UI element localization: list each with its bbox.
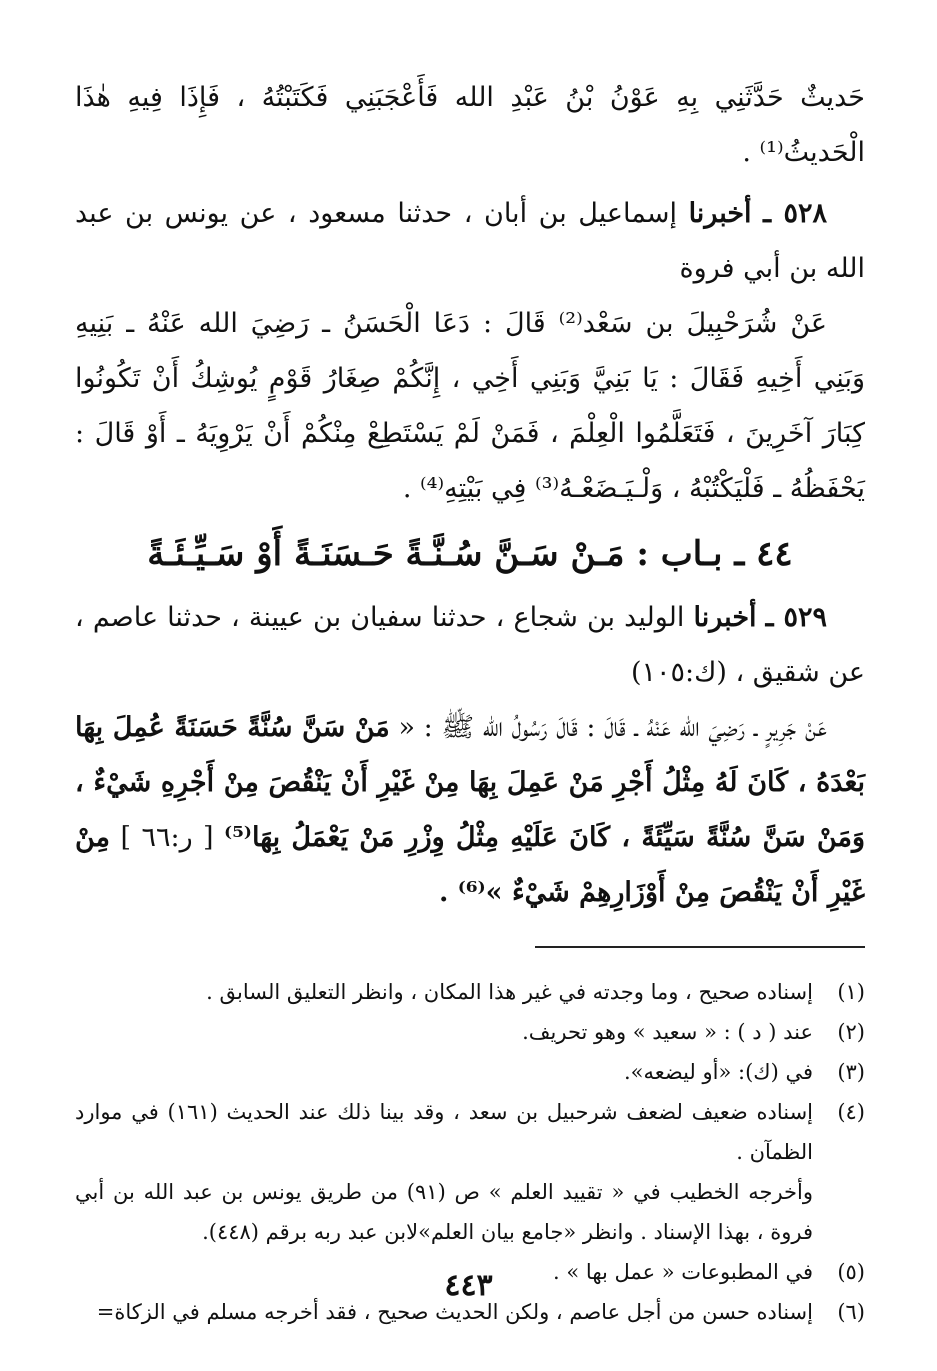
footnote-1 <box>75 972 865 1012</box>
footnote-text: عند ( د ) : « سعيد » وهو تحريف. <box>522 1020 813 1044</box>
footnote-number: (٣) <box>837 1060 865 1084</box>
page-number: ٤٤٣ <box>444 1268 493 1303</box>
hadith-527-ending <box>75 70 865 180</box>
footnote-2 <box>75 1012 865 1052</box>
hadith-528-matn-text: عَنْ شُرَحْبِيلَ بن سَعْد⁽²⁾ قَالَ : دَعَا الْحَسَنُ ـ رَضِيَ الله عَنْهُ ـ بَنِيهِ وَبَنِي أَخِيهِ فَقَالَ : يَا بَنِيَّ وَبَنِي أَخِي ، إِنَّكُمْ صِغَارُ قَوْمٍ يُوشِكُ أَنْ تَكُونُوا كِبَارَ آخَرِينَ ، فَتَعَلَّمُوا الْعِلْمَ ، فَمَنْ لَمْ يَسْتَطِعْ مِنْكُمْ أَنْ يَرْوِيَهُ ـ أَوْ قَالَ : يَحْفَظُهُ ـ فَلْيَكْتُبْهُ ، وَلْـيَـضَعْـهُ⁽³⁾ فِي بَيْتِهِ⁽⁴⁾ . <box>75 308 865 504</box>
footnote-number: (٥) <box>837 1260 865 1284</box>
hadith-529-intro: عَنْ جَرِيرٍ ـ رَضِيَ الله عَنْهُ ـ قَالَ : قَالَ رَسُولُ الله ﷺ : « <box>398 712 827 743</box>
footnote-text: إسناده صحيح ، وما وجدته في غير هذا المكان ، وانظر التعليق السابق . <box>206 980 813 1004</box>
hadith-529-label: أخبرنا <box>693 602 757 633</box>
hadith-528-label: أخبرنا <box>688 198 752 229</box>
footnote-number: (٢) <box>837 1020 865 1044</box>
hadith-528-chain <box>75 186 865 296</box>
footnote-4-continuation: وأخرجه الخطيب في « تقييد العلم » ص (٩١) من طريق يونس بن عبد الله بن أبي فروة ، بهذا الإسناد . وانظر «جامع بيان العلم»لابن عبد ربه برقم (٤٤٨). <box>75 1180 814 1244</box>
footnote-text: في (ك): «أو ليضعه». <box>623 1060 813 1084</box>
page-body <box>75 70 865 1332</box>
hadith-529-matn <box>75 700 865 920</box>
hadith-528-matn <box>75 296 865 516</box>
hadith-528-number: ٥٢٨ ـ <box>763 198 827 229</box>
hadith-528-isnad: إسماعيل بن أبان ، حدثنا مسعود ، عن يونس بن عبد الله بن أبي فروة <box>75 198 865 284</box>
hadith-529-number: ٥٢٩ ـ <box>765 602 827 633</box>
footnote-number: (١) <box>837 980 865 1004</box>
hadith-529-chain <box>75 590 865 700</box>
footnote-number: (٤) <box>837 1100 865 1124</box>
chapter-title: ٤٤ ـ بـاب : مَـنْ سَـنَّ سُـنَّـةً حَـسَنَـةً أَوْ سَـيِّـئَـةً <box>147 534 793 574</box>
footnote-text: في المطبوعات « عمل بها » . <box>553 1260 813 1284</box>
hadith-527-text: حَديثٌ حَدَّثَنِي بِهِ عَوْنُ بْنُ عَبْدِ الله فَأَعْجَبَنِي فَكَتَبْتُهُ ، فَإِذَا فِيهِ هٰذَا الْحَديثُ⁽¹⁾ . <box>75 82 865 168</box>
hadith-529-isnad: الوليد بن شجاع ، حدثنا سفيان بن عيينة ، حدثنا عاصم ، عن شقيق ، (ك:١٠٥) <box>75 602 865 688</box>
hadith-529-text-1: مَنْ سَنَّ سُنَّةً حَسَنَةً عُمِلَ بِهَا بَعْدَهُ ، كَانَ لَهُ مِثْلُ أَجْرِ مَنْ عَمِلَ بِهَا مِنْ غَيْرِ أَنْ يَنْقُصَ مِنْ أَجْرِهِ شَيْءٌ ، وَمَنْ سَنَّ سُنَّةً سَيِّئَةً ، كَانَ عَلَيْهِ مِثْلُ وِزْرِ مَنْ يَعْمَلُ بِهَا⁽⁵⁾ <box>75 712 865 853</box>
chapter-heading <box>75 522 865 586</box>
footnote-text: إسناده ضعيف لضعف شرحبيل بن سعد ، وقد بينا ذلك عند الحديث (١٦١) في موارد الظمآن . <box>75 1100 814 1164</box>
hadith-529-text-2: مِنْ غَيْرِ أَنْ يَنْقُصَ مِنْ أَوْزَارِهِمْ شَيْءٌ »⁽⁶⁾ . <box>75 822 865 908</box>
footnote-text: إسناده حسن من أجل عاصم ، ولكن الحديث صحيح ، فقد أخرجه مسلم في الزكاة= <box>96 1300 813 1324</box>
footnote-divider <box>535 946 865 948</box>
hadith-529-ref: [ ر:٦٦ ] <box>120 822 214 853</box>
footnote-number: (٦) <box>837 1300 865 1324</box>
footnote-3 <box>75 1052 865 1092</box>
footnote-4 <box>75 1092 865 1172</box>
